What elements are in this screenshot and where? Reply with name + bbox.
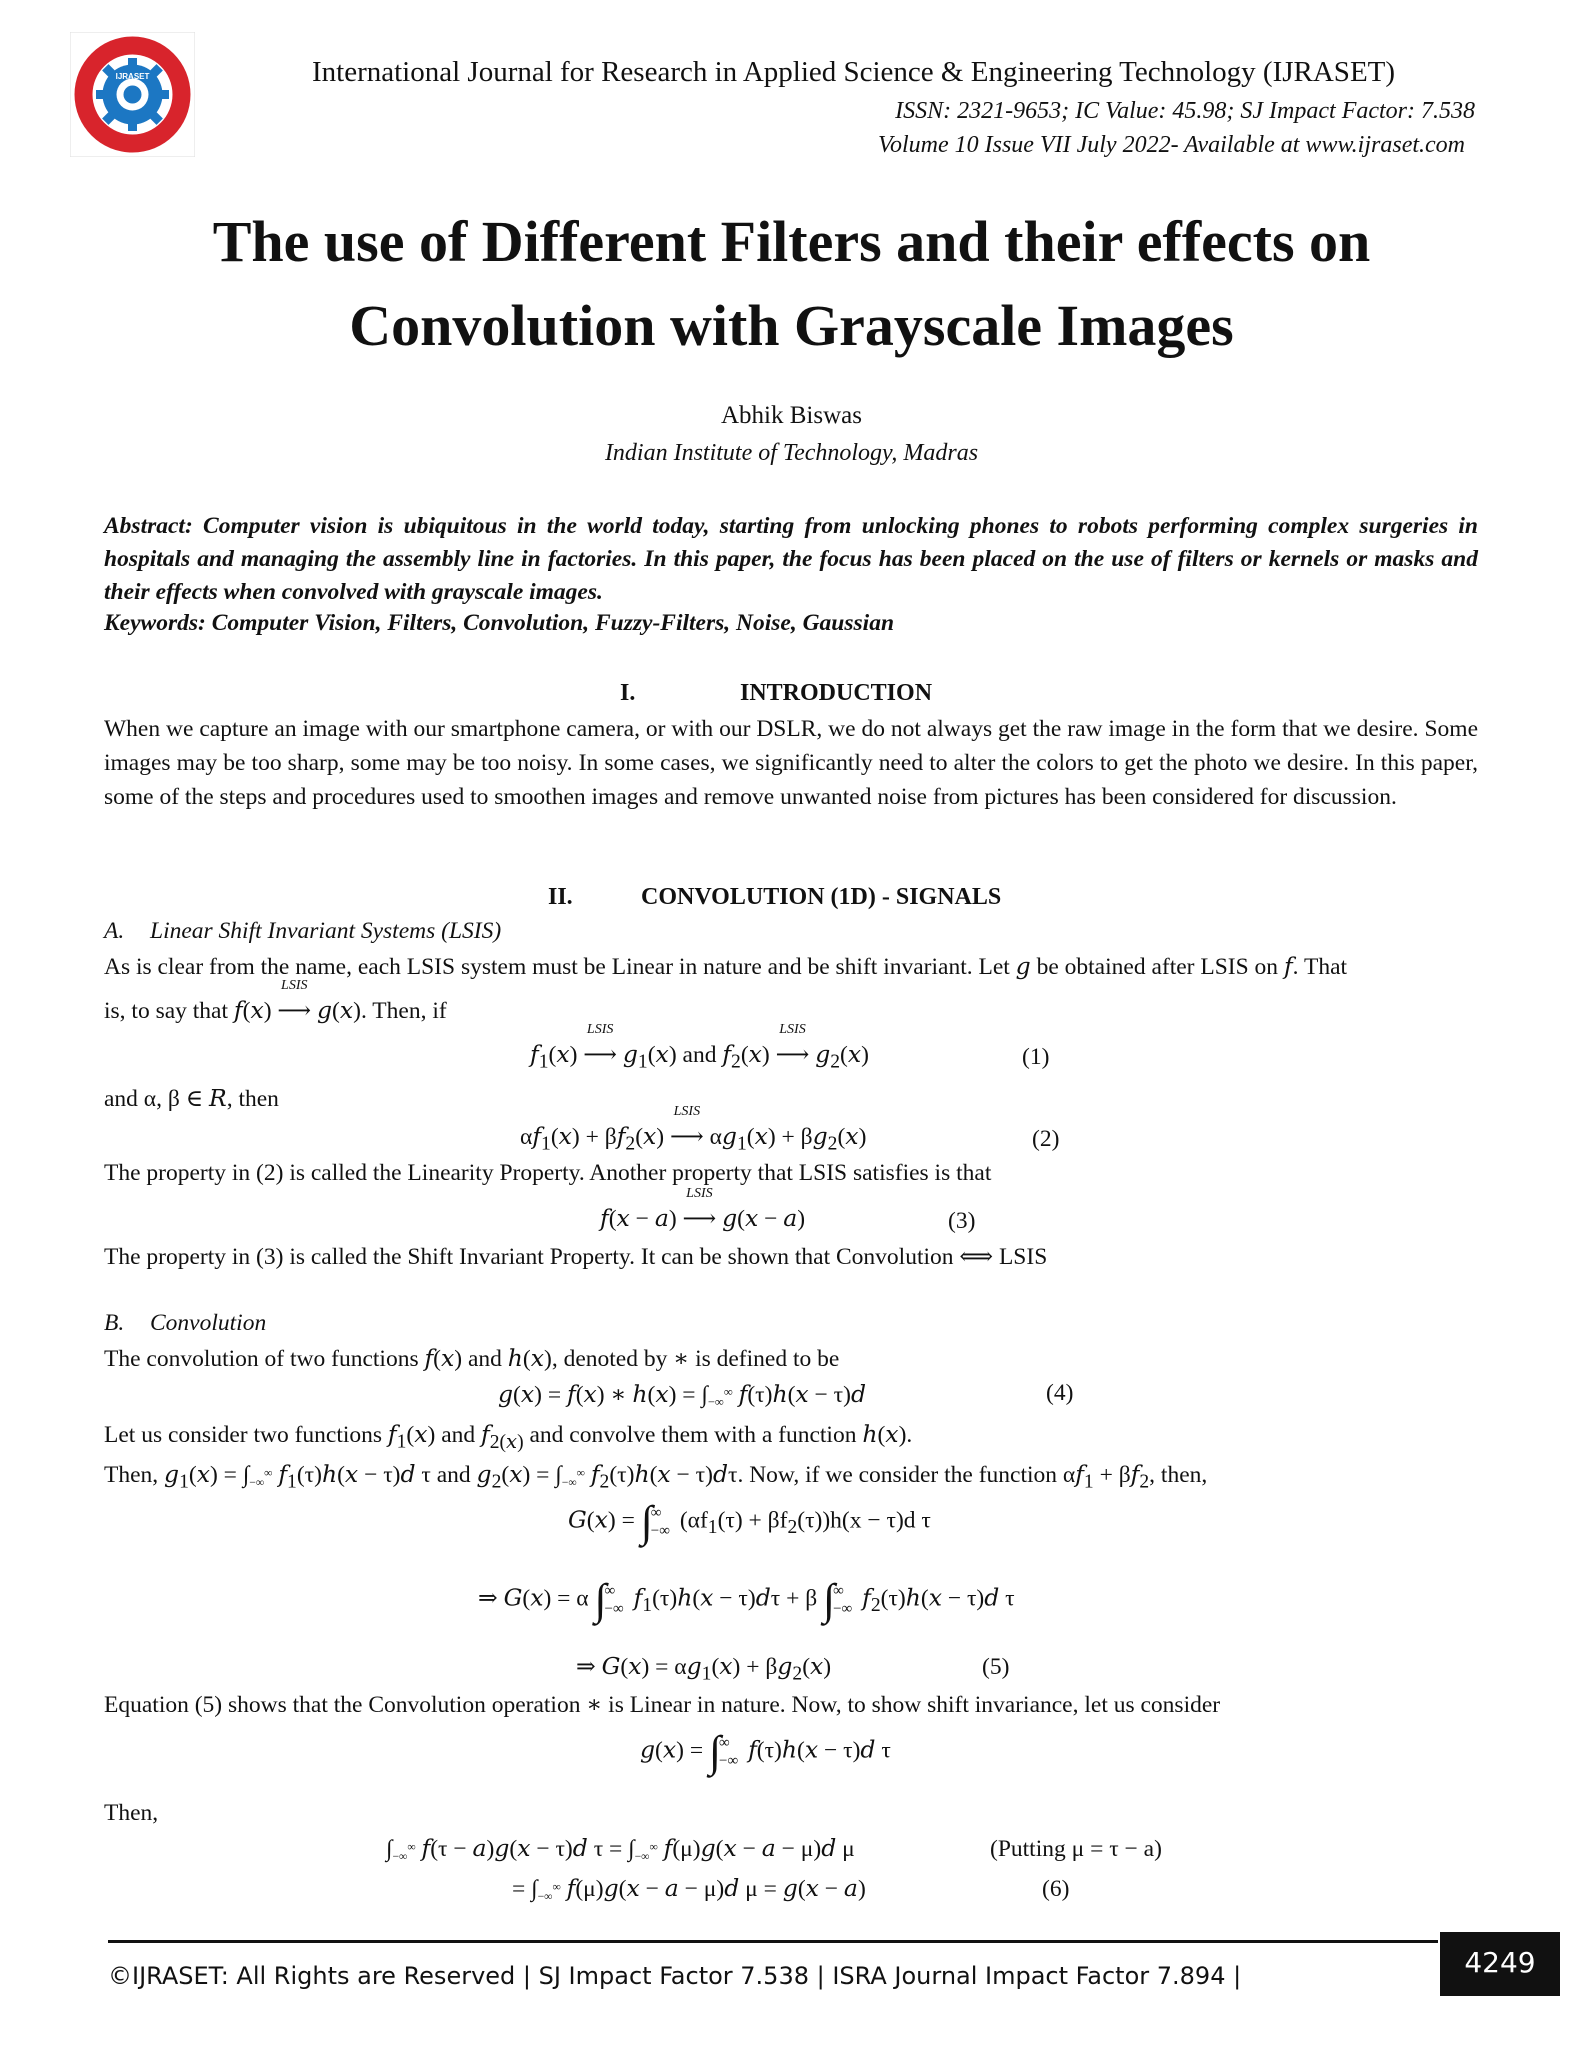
keywords-label: Keywords: [104, 610, 206, 636]
equation-2: $\alpha f_1(x) + \beta f_2(x)$ LSIS ⟶ $\alpha g_1(x) + \beta g_2(x)$ [520, 1104, 867, 1155]
equation-4-number: (4) [1046, 1380, 1074, 1406]
shift-invariant-text: The property in (3) is called the Shift Invariant Property. It can be shown that Convolution ⟺ LSIS [104, 1244, 1048, 1270]
paper-title-line-1: The use of Different Filters and their effects on [212, 209, 1371, 274]
and-alpha-beta-line: and α, β ∈ R, then [104, 1084, 279, 1112]
equation-3-number: (3) [948, 1208, 976, 1234]
abstract-text: Computer vision is ubiquitous in the world today, starting from unlocking phones to robots performing complex surgeries in hospitals and managing the assembly line in factories. In this paper, the focus has been placed on the use of filters or kernels or masks and their effects when convolved with grayscale images. [104, 513, 1479, 605]
convolution-definition-text: The convolution of two functions f(x) and h(x), denoted by ∗ is defined to be [104, 1344, 840, 1372]
linearity-property-text: The property in (2) is called the Linearity Property. Another property that LSIS satisfies is that [104, 1160, 992, 1186]
equation-6-number: (6) [1042, 1876, 1070, 1902]
svg-text:IJRASET: IJRASET [115, 72, 150, 81]
putting-note: (Putting μ = τ − a) [990, 1836, 1162, 1862]
footer-copyright: ©IJRASET: All Rights are Reserved | SJ Impact Factor 7.538 | ISRA Journal Impact Factor 7.894 | [108, 1962, 1242, 1990]
subsection-a-heading: A. Linear Shift Invariant Systems (LSIS) [104, 918, 502, 944]
section-1-number: I. [620, 680, 636, 706]
lsis-text-line-1: As is clear from the name, each LSIS system must be Linear in nature and be shift invariant. Let g be obtained after LSIS on f. That [104, 952, 1348, 980]
equation-G-expanded: ⇒ G(x) = α ∫∞ −∞ $f_1(\tau)h(x - \tau)d\tau + \beta$ ∫∞ −∞ $f_2(\tau)h(x - \tau)d$ τ [478, 1575, 1015, 1624]
section-2-title: CONVOLUTION (1D) - SIGNALS [641, 884, 1002, 910]
section-2-number: II. [548, 884, 573, 910]
keywords [104, 610, 894, 637]
paper-title-line-2: Convolution with Grayscale Images [349, 293, 1234, 358]
introduction-paragraph: When we capture an image with our smartphone camera, or with our DSLR, we do not always get the raw image in the form that we desire. Some images may be too sharp, some may be too noisy. In some cases, we significantly need to alter the colors to get the photo we desire. In this paper, some of the steps and procedures used to smoothen images and remove unwanted noise from pictures has been considered for discussion. [104, 716, 1478, 810]
journal-volume-line: Volume 10 Issue VII July 2022- Available at www.ijraset.com [877, 132, 1465, 158]
lsis-text-line-2: is, to say that f(x) LSIS ⟶ g(x). Then, if [104, 978, 447, 1024]
equation-1: $f_1(x)$ LSIS ⟶ $g_1(x)$ and $f_2(x)$ LSIS ⟶ $g_2(x)$ [530, 1022, 869, 1073]
journal-logo [70, 32, 195, 157]
keywords-text: Computer Vision, Filters, Convolution, Fuzzy-Filters, Noise, Gaussian [211, 610, 895, 636]
equation-6-line-1: $\int_{-\infty}^\infty$ f(τ − a)g(x − τ)d $\tau = \int_{-\infty}^\infty$ f(μ)g(x − a − μ)d μ [386, 1834, 855, 1863]
section-1-title: INTRODUCTION [740, 680, 933, 706]
abstract [104, 510, 1478, 609]
journal-issn-line: ISSN: 2321-9653; IC Value: 45.98; SJ Impact Factor: 7.538 [895, 98, 1475, 124]
consider-functions-text: Let us consider two functions $f_1(x)$ and $f_{2(x)}$ and convolve them with a function h(x). [104, 1420, 913, 1453]
journal-name: International Journal for Research in Applied Science & Engineering Technology (IJRASET) [312, 56, 1396, 88]
section-2-heading [548, 884, 1001, 911]
author-name: Abhik Biswas [721, 402, 862, 429]
linear-nature-text: Equation (5) shows that the Convolution operation ∗ is Linear in nature. Now, to show shift invariance, let us consider [104, 1692, 1221, 1718]
then-label: Then, [104, 1800, 159, 1826]
equation-4: g(x) = f(x) ∗ $h(x) = \int_{-\infty}^\infty$ f(τ)h(x − τ)d [498, 1380, 866, 1409]
author-affiliation: Indian Institute of Technology, Madras [604, 440, 979, 466]
section-1-heading [620, 680, 932, 707]
page-number: 4249 [1440, 1932, 1560, 1996]
equation-G-definition: G(x) = ∫∞ −∞ $(\alpha f_1(\tau) + \beta f_2(\tau))h(x - \tau)d$ τ [568, 1497, 931, 1546]
equation-g-definition: g(x) = ∫∞ −∞ f(τ)h(x − τ)d τ [640, 1727, 891, 1776]
subsection-b-heading: B. Convolution [104, 1310, 267, 1336]
equation-5-number: (5) [982, 1654, 1010, 1680]
equation-1-number: (1) [1022, 1044, 1050, 1070]
paper-title [0, 200, 1583, 368]
equation-3: f(x − a) LSIS ⟶ g(x − a) [600, 1186, 806, 1232]
equation-5: ⇒ $G(x) = \alpha g_1(x) + \beta g_2(x)$ [576, 1652, 832, 1685]
footer-divider [108, 1940, 1438, 1943]
abstract-label: Abstract: [104, 513, 193, 539]
equation-2-number: (2) [1032, 1126, 1060, 1152]
equation-6-line-2: = $\int_{-\infty}^\infty$ f(μ)g(x − a − μ)d μ = g(x − a) [512, 1874, 866, 1903]
then-definitions-text: Then, $g_1(x) = \int_{-\infty}^\infty$ $f_1(\tau)h(x - \tau)d$ τ and $g_2(x) = \int_{-\infty}^\infty$ $f_2(\tau)h(x - \tau)d\tau$. Now, if we consider the function $\alpha f_1 + \beta f_2$, then, [104, 1460, 1208, 1493]
